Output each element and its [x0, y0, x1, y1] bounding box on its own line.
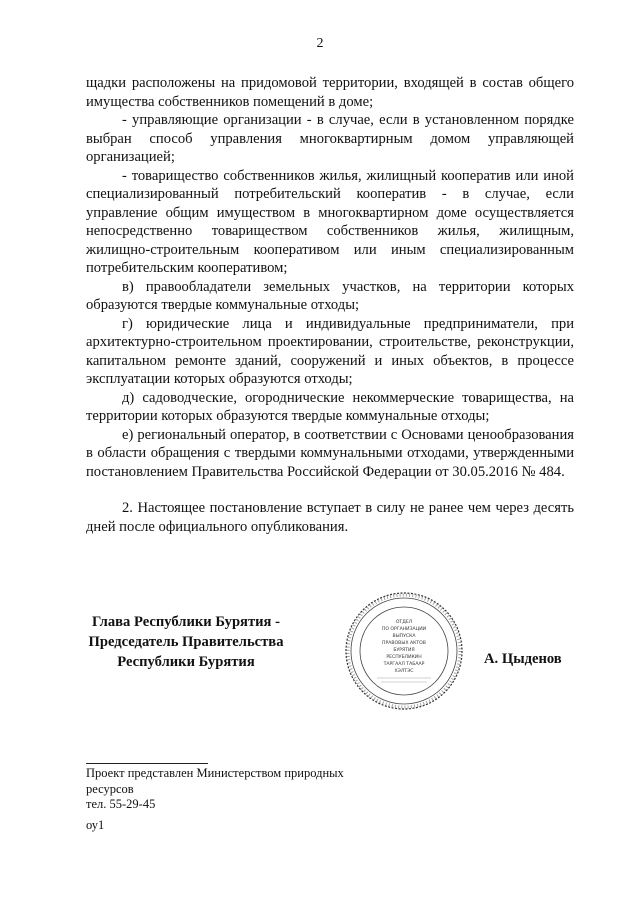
stamp-text-line: ПРАВОВЫХ АКТОВ: [382, 641, 426, 646]
paragraph-2: - управляющие организации - в случае, если в установленном порядке выбран способ управления многоквартирным домом управляющей организацией;: [86, 112, 574, 165]
footnote-divider: [86, 763, 208, 764]
signatory-title-line: Глава Республики Бурятия -: [92, 614, 280, 630]
signatory-title-line: Республики Бурятия: [117, 654, 255, 670]
footnote: [86, 766, 376, 813]
paragraph-3: - товарищество собственников жилья, жилищный кооператив или иной специализированный потребительский кооператив - в случае, если управление общим имуществом в многоквартирном доме осуществляется непосредственно товариществом собственников жилья, жилищным, жилищно-строительным кооперативом или иным специализированным потребительским кооперативом;: [86, 167, 574, 276]
closing-paragraph: 2. Настоящее постановление вступает в силу не ранее чем через десять дней после официального опубликования.: [86, 500, 574, 535]
document-code: оу1: [86, 818, 105, 832]
paragraph-6: д) садоводческие, огороднические некоммерческие товарищества, на территории которых образуются твердые коммунальные отходы;: [86, 389, 574, 424]
paragraph-4: в) правообладатели земельных участков, на территории которых образуются твердые коммунальные отходы;: [86, 278, 574, 313]
footnote-line: ресурсов: [86, 781, 134, 796]
footnote-line: Проект представлен Министерством природных: [86, 766, 344, 780]
official-stamp: [343, 590, 465, 712]
signatory-title-line: Председатель Правительства: [88, 634, 284, 650]
document-body: [86, 74, 574, 536]
stamp-text-line: ХЭЛТЭС: [394, 669, 414, 674]
paragraph-5: г) юридические лица и индивидуальные предприниматели, при архитектурно-строительном проектировании, строительстве, реконструкции, капитальном ремонте зданий, сооружений и иных объектов, в процессе эксплуатации которых образуются отходы;: [86, 315, 574, 387]
paragraph-7: е) региональный оператор, в соответствии с Основами ценообразования в области обращения с твердыми коммунальными отходами, утвержденными постановлением Правительства Российской Федерации от 30.05.2016 № 484.: [86, 426, 574, 480]
signatory-title: [86, 612, 286, 672]
stamp-text-line: РЕСПУБЛИКИН: [386, 655, 422, 660]
stamp-text-line: ПО ОРГАНИЗАЦИИ: [381, 627, 427, 632]
stamp-text-line: ВЫПУСКА: [392, 634, 416, 639]
stamp-text-line: ТАРГААЛ ТАБААР: [383, 662, 425, 667]
paragraph-gap: [86, 481, 574, 499]
stamp-text-line: БУРЯТИЯ: [393, 648, 415, 653]
footnote-line: тел. 55-29-45: [86, 797, 156, 811]
paragraph-1: щадки расположены на придомовой территории, входящей в состав общего имущества собственников помещений в доме;: [86, 75, 574, 110]
page-number: 2: [316, 36, 324, 51]
signer-name: А. Цыденов: [484, 651, 562, 667]
stamp-text-line: ОТДЕЛ: [395, 620, 413, 625]
